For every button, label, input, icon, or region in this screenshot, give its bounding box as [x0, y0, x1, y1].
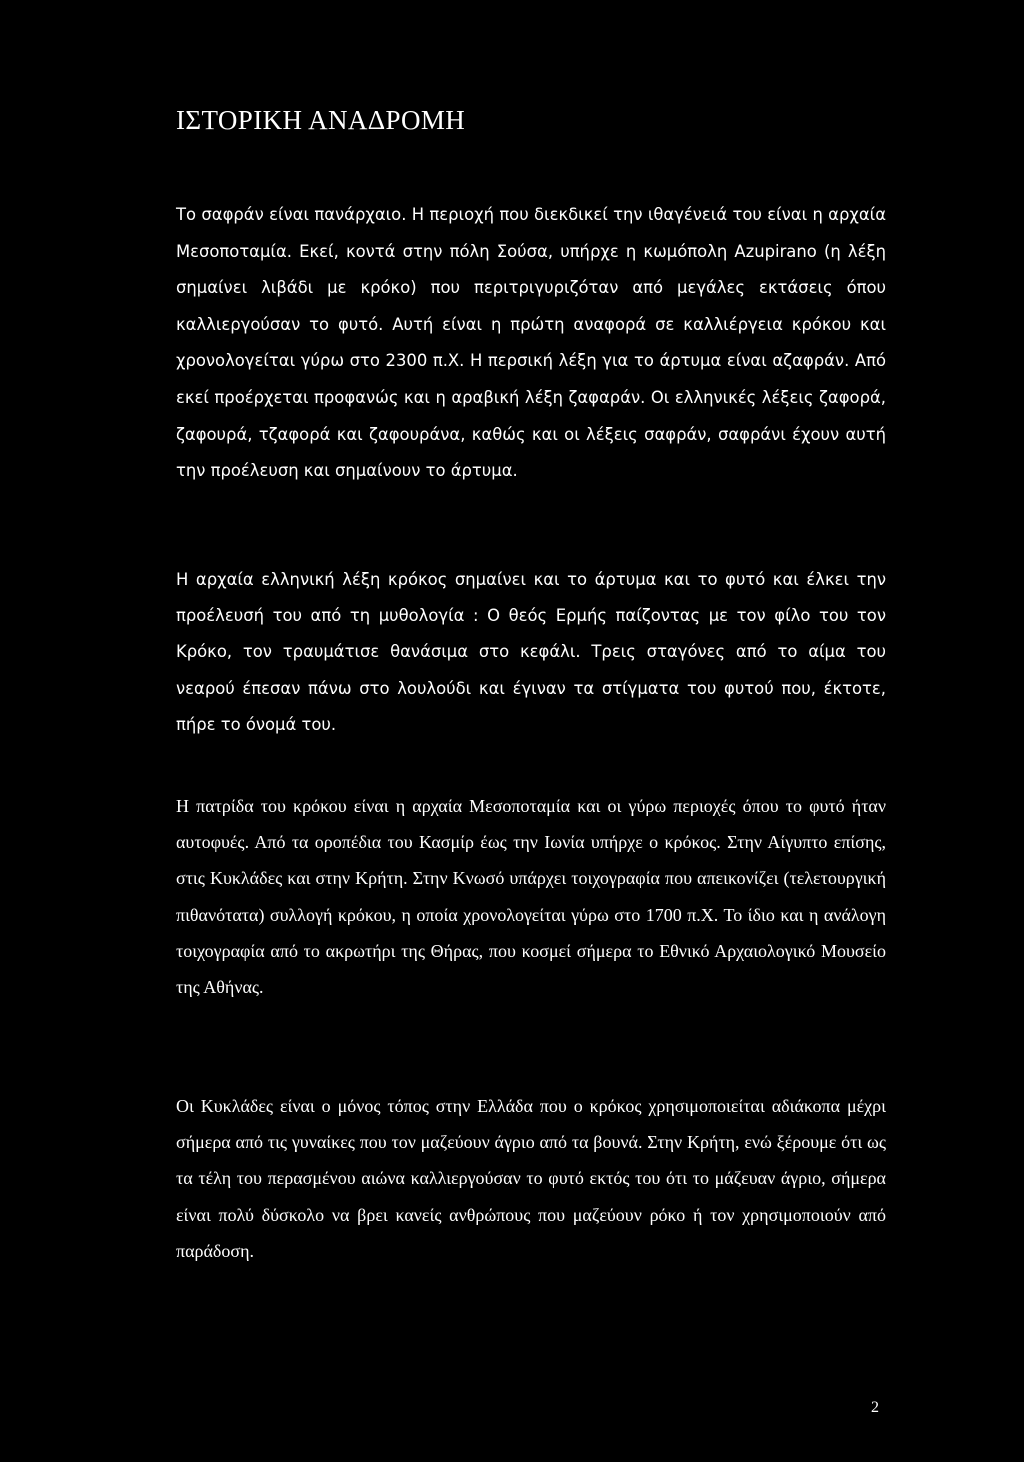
paragraph-mythology: Η αρχαία ελληνική λέξη κρόκος σημαίνει και το άρτυμα και το φυτό και έλκει την προέλευσή του από τη μυθολογία : Ο θεός Ερμής παίζοντας με τον φίλο του τον Κρόκο, τον τραυμάτισε θανάσιμα στο κεφάλι. Τρεις σταγόνες από το αίμα του νεαρού έπεσαν πάνω στο λουλούδι και έγιναν τα στίγματα του φυτού που, έκτοτε, πήρε το όνομά του.	[176, 570, 886, 734]
paragraph-cyclades: Οι Κυκλάδες είναι ο μόνος τόπος στην Ελλάδα που ο κρόκος χρησιμοποιείται αδιάκοπα μέχρι σήμερα από τις γυναίκες που τον μαζεύουν άγριο από τα βουνά. Στην Κρήτη, ενώ ξέρουμε ότι ως τα τέλη του περασμένου αιώνα καλλιεργούσαν το φυτό εκτός του ότι το μάζευαν άγριο, σήμερα είναι πολύ δύσκολο να βρει κανείς ανθρώπους που μαζεύουν ρόκο ή τον χρησιμοποιούν από παράδοση.	[176, 1096, 886, 1261]
document-title: ΙΣΤΟΡΙΚΗ ΑΝΑΔΡΟΜΗ	[176, 105, 466, 135]
paragraph-origins: Το σαφράν είναι πανάρχαιο. Η περιοχή που διεκδικεί την ιθαγένειά του είναι η αρχαία Μεσοποταμία. Εκεί, κοντά στην πόλη Σούσα, υπήρχε η κωμόπολη Azupirano (η λέξη σημαίνει λιβάδι με κρόκο) που περιτριγυριζόταν από μεγάλες εκτάσεις όπου καλλιεργούσαν το φυτό. Αυτή είναι η πρώτη αναφορά σε καλλιέργεια κρόκου και χρονολογείται γύρω στο 2300 π.Χ. Η περσική λέξη για το άρτυμα είναι αζαφράν. Από εκεί προέρχεται προφανώς και η αραβική λέξη ζαφαράν. Οι ελληνικές λέξεις ζαφορά, ζαφουρά, τζαφορά και ζαφουράνα, καθώς και οι λέξεις σαφράν, σαφράνι έχουν αυτή την προέλευση και σημαίνουν το άρτυμα.	[176, 205, 886, 481]
paragraph-homeland: Η πατρίδα του κρόκου είναι η αρχαία Μεσοποταμία και οι γύρω περιοχές όπου το φυτό ήταν αυτοφυές. Από τα οροπέδια του Κασμίρ έως την Ιωνία υπήρχε ο κρόκος. Στην Αίγυπτο επίσης, στις Κυκλάδες και στην Κρήτη. Στην Κνωσό υπάρχει τοιχογραφία που απεικονίζει (τελετουργική πιθανότατα) συλλογή κρόκου, η οποία χρονολογείται γύρω στο 1700 π.Χ. Το ίδιο και η ανάλογη τοιχογραφία από το ακρωτήρι της Θήρας, που κοσμεί σήμερα το Εθνικό Αρχαιολογικό Μουσείο της Αθήνας.	[176, 796, 886, 998]
page-number: 2	[871, 1399, 879, 1416]
